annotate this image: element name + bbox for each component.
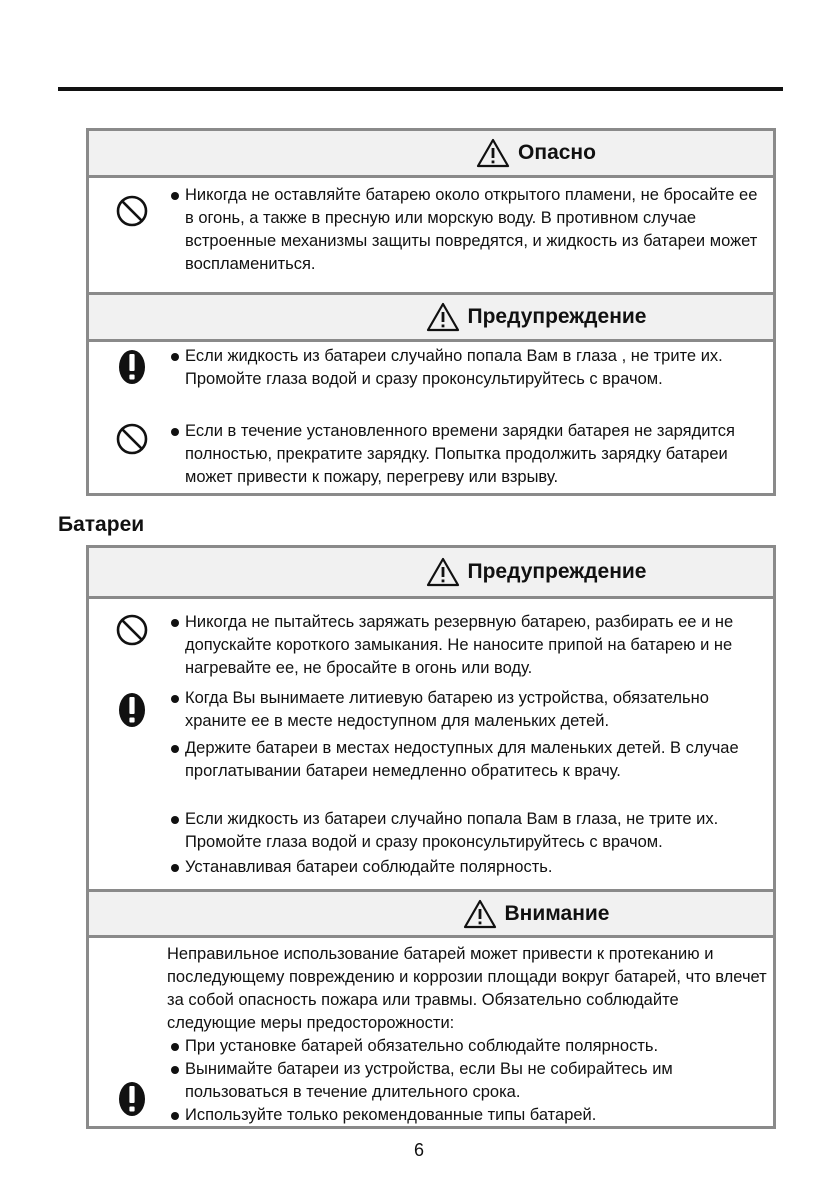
warning-triangle-icon	[463, 899, 497, 929]
caution-item: При установке батарей обязательно соблюдайте полярность.	[167, 1035, 767, 1058]
warning-triangle-icon	[476, 138, 510, 168]
caution-intro: Неправильное использование батарей может привести к протеканию и последующему повреждению и коррозии площади вокруг батарей, что влечет за собой опасность пожара или травмы. Обязательно соблюдайте следующие меры предосторожности:	[167, 945, 767, 1032]
page-number: 6	[413, 1140, 424, 1160]
prohibited-icon	[115, 194, 149, 228]
warning-header	[89, 548, 773, 599]
caution-title: Внимание	[504, 901, 610, 925]
warning-item: Если жидкость из батареи случайно попала Вам в глаза , не трите их. Промойте глаза водой и сразу проконсультируйтесь с врачом.	[167, 345, 767, 391]
warning-item: Если в течение установленного времени зарядки батарея не зарядится полностью, прекратите зарядку. Попытка продолжить зарядку батареи может привести к пожару, перегреву или взрыву.	[167, 420, 767, 489]
warning-item: Если жидкость из батареи случайно попала Вам в глаза, не трите их. Промойте глаза водой и сразу проконсультируйтесь с врачом.	[167, 808, 767, 854]
mandatory-action-icon	[115, 691, 149, 729]
top-rule	[58, 87, 783, 91]
mandatory-action-icon	[115, 348, 149, 386]
caution-header	[89, 889, 773, 938]
prohibited-icon	[115, 422, 149, 456]
caution-item: Используйте только рекомендованные типы батарей.	[167, 1104, 767, 1127]
warning-triangle-icon	[426, 302, 460, 332]
caution-text	[167, 943, 767, 1127]
caution-body	[89, 938, 773, 1128]
danger-item: Никогда не оставляйте батарею около открытого пламени, не бросайте ее в огонь, а также в пресную или морскую воду. В противном случае встроенные механизмы защиты повредятся, и жидкость из батареи может воспламениться.	[167, 184, 767, 276]
section-title: Батареи	[58, 513, 145, 536]
warning-triangle-icon	[426, 557, 460, 587]
warning-header	[89, 292, 773, 342]
warning-item: Когда Вы вынимаете литиевую батарею из устройства, обязательно храните ее в месте недоступном для маленьких детей.	[167, 687, 767, 733]
warning-box-2	[86, 545, 776, 1129]
warning-body	[89, 342, 773, 492]
mandatory-action-icon	[115, 1080, 149, 1118]
warning-title: Предупреждение	[467, 305, 647, 328]
warning-body	[89, 599, 773, 889]
warning-item: Устанавливая батареи соблюдайте полярность.	[167, 856, 767, 879]
warning-box-1	[86, 128, 776, 496]
prohibited-icon	[115, 613, 149, 647]
danger-title: Опасно	[518, 141, 596, 164]
warning-item: Никогда не пытайтесь заряжать резервную батарею, разбирать ее и не допускайте короткого замыкания. Не наносите припой на батарею и не нагревайте ее, не бросайте в огонь или воду.	[167, 611, 767, 680]
danger-header	[89, 131, 773, 178]
warning-item: Держите батареи в местах недоступных для маленьких детей. В случае проглатывании батареи немедленно обратитесь к врачу.	[167, 737, 767, 783]
warning-title: Предупреждение	[467, 560, 647, 583]
caution-item: Вынимайте батареи из устройства, если Вы не собирайтесь им пользоваться в течение длительного срока.	[167, 1058, 767, 1104]
danger-body	[89, 178, 773, 292]
